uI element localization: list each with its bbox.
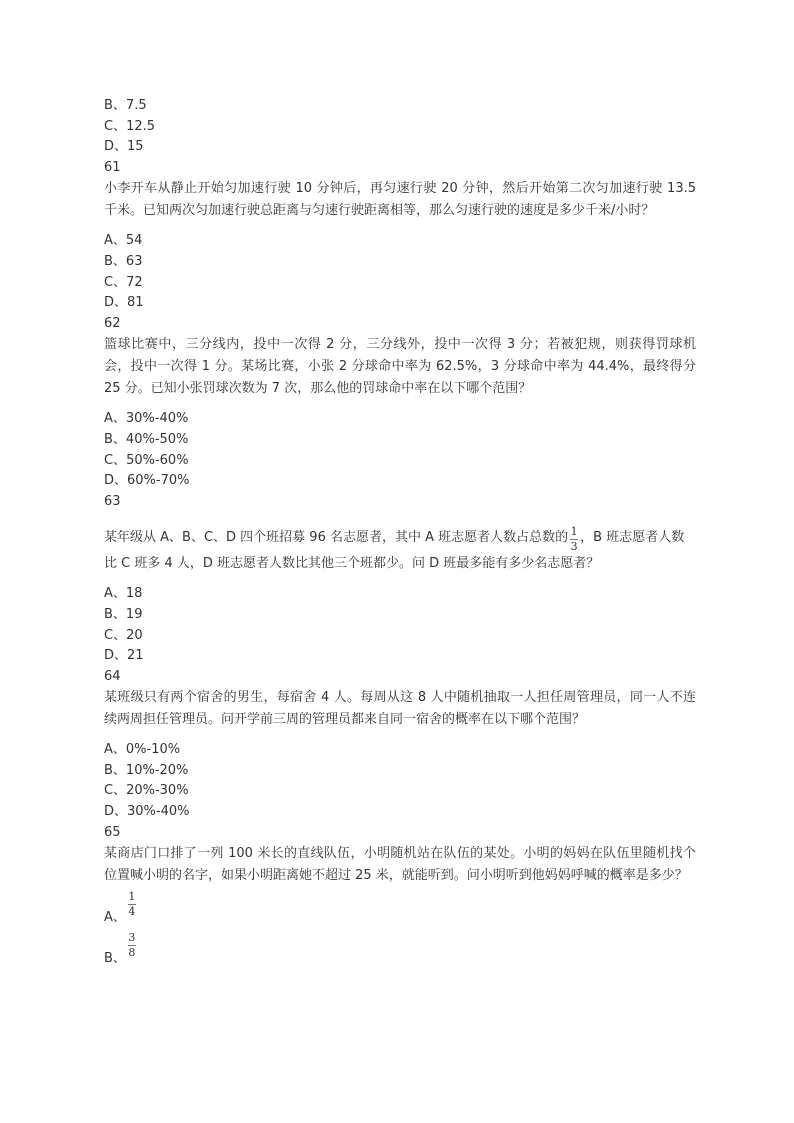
option: A、30%-40% — [104, 411, 189, 427]
question-text — [104, 526, 696, 575]
fraction-one-quarter — [128, 891, 136, 918]
question-61 — [104, 158, 696, 314]
option: B、63 — [104, 253, 143, 269]
option: D、81 — [104, 295, 144, 311]
question-65 — [104, 823, 696, 970]
option: C、50%-60% — [104, 452, 189, 468]
fraction-one-third — [570, 526, 578, 553]
option: A、54 — [104, 233, 143, 249]
option-label: A、 — [104, 910, 126, 926]
option: D、15 — [104, 139, 144, 155]
question-number: 65 — [104, 824, 121, 840]
option: A、18 — [104, 586, 143, 602]
question-number: 61 — [104, 159, 121, 175]
option: C、72 — [104, 274, 143, 290]
question-63 — [104, 492, 696, 667]
fraction-denominator: 4 — [128, 905, 136, 919]
fraction-numerator: 3 — [128, 931, 136, 945]
question-text: 某商店门口排了一列 100 米长的直线队伍，小明随机站在队伍的某处。小明的妈妈在队伍里随机找个位置喊小明的名字，如果小明距离她不超过 25 米，就能听到。问小明听到他妈妈呼喊的概率是多少？ — [104, 846, 696, 884]
question-number: 64 — [104, 668, 121, 684]
option: C、20 — [104, 627, 143, 643]
option: D、30%-40% — [104, 804, 190, 820]
fraction-numerator: 1 — [128, 890, 136, 904]
question-text: 小李开车从静止开始匀加速行驶 10 分钟后，再匀速行驶 20 分钟，然后开始第二次匀加速行驶 13.5 千米。已知两次匀加速行驶总距离与匀速行驶距离相等，那么匀速行驶的速度是多少千米/小时？ — [104, 181, 696, 219]
question-62 — [104, 314, 696, 492]
question-text-before: 某年级从 A、B、C、D 四个班招募 96 名志愿者，其中 A 班志愿者人数占总数的 — [104, 530, 569, 546]
option — [104, 887, 696, 928]
fraction-three-eighths — [128, 932, 136, 959]
document-page — [104, 96, 696, 969]
option — [104, 928, 696, 969]
question-text: 篮球比赛中，三分线内，投中一次得 2 分，三分线外，投中一次得 3 分；若被犯规，则获得罚球机会，投中一次得 1 分。某场比赛，小张 2 分球命中率为 62.5%，3 分球命中率为 44.4%，最终得分 25 分。已知小张罚球次数为 7 次，那么他的罚球命中率在以下哪个范围？ — [104, 337, 696, 397]
option: D、60%-70% — [104, 473, 190, 489]
option: B、40%-50% — [104, 431, 189, 447]
option: D、21 — [104, 648, 144, 664]
question-text-after: ，B 班志愿者人数比 C 班多 4 人，D 班志愿者人数比其他三个班都少。问 D 班最多能有多少名志愿者？ — [104, 530, 685, 572]
option: B、10%-20% — [104, 762, 189, 778]
option: B、19 — [104, 606, 143, 622]
question-64 — [104, 667, 696, 823]
fraction-denominator: 8 — [128, 946, 136, 960]
option: B、7.5 — [104, 98, 147, 113]
fraction-numerator: 1 — [570, 525, 578, 539]
fraction-denominator: 3 — [570, 540, 578, 554]
option-label: B、 — [104, 951, 126, 967]
option: C、20%-30% — [104, 783, 189, 799]
question-number: 62 — [104, 315, 121, 331]
prev-options — [104, 96, 696, 158]
option: C、12.5 — [104, 118, 156, 134]
question-text: 某班级只有两个宿舍的男生，每宿舍 4 人。每周从这 8 人中随机抽取一人担任周管理员，同一人不连续两周担任管理员。问开学前三周的管理员都来自同一宿舍的概率在以下哪个范围？ — [104, 690, 696, 728]
option: A、0%-10% — [104, 742, 181, 758]
question-number: 63 — [104, 493, 121, 509]
